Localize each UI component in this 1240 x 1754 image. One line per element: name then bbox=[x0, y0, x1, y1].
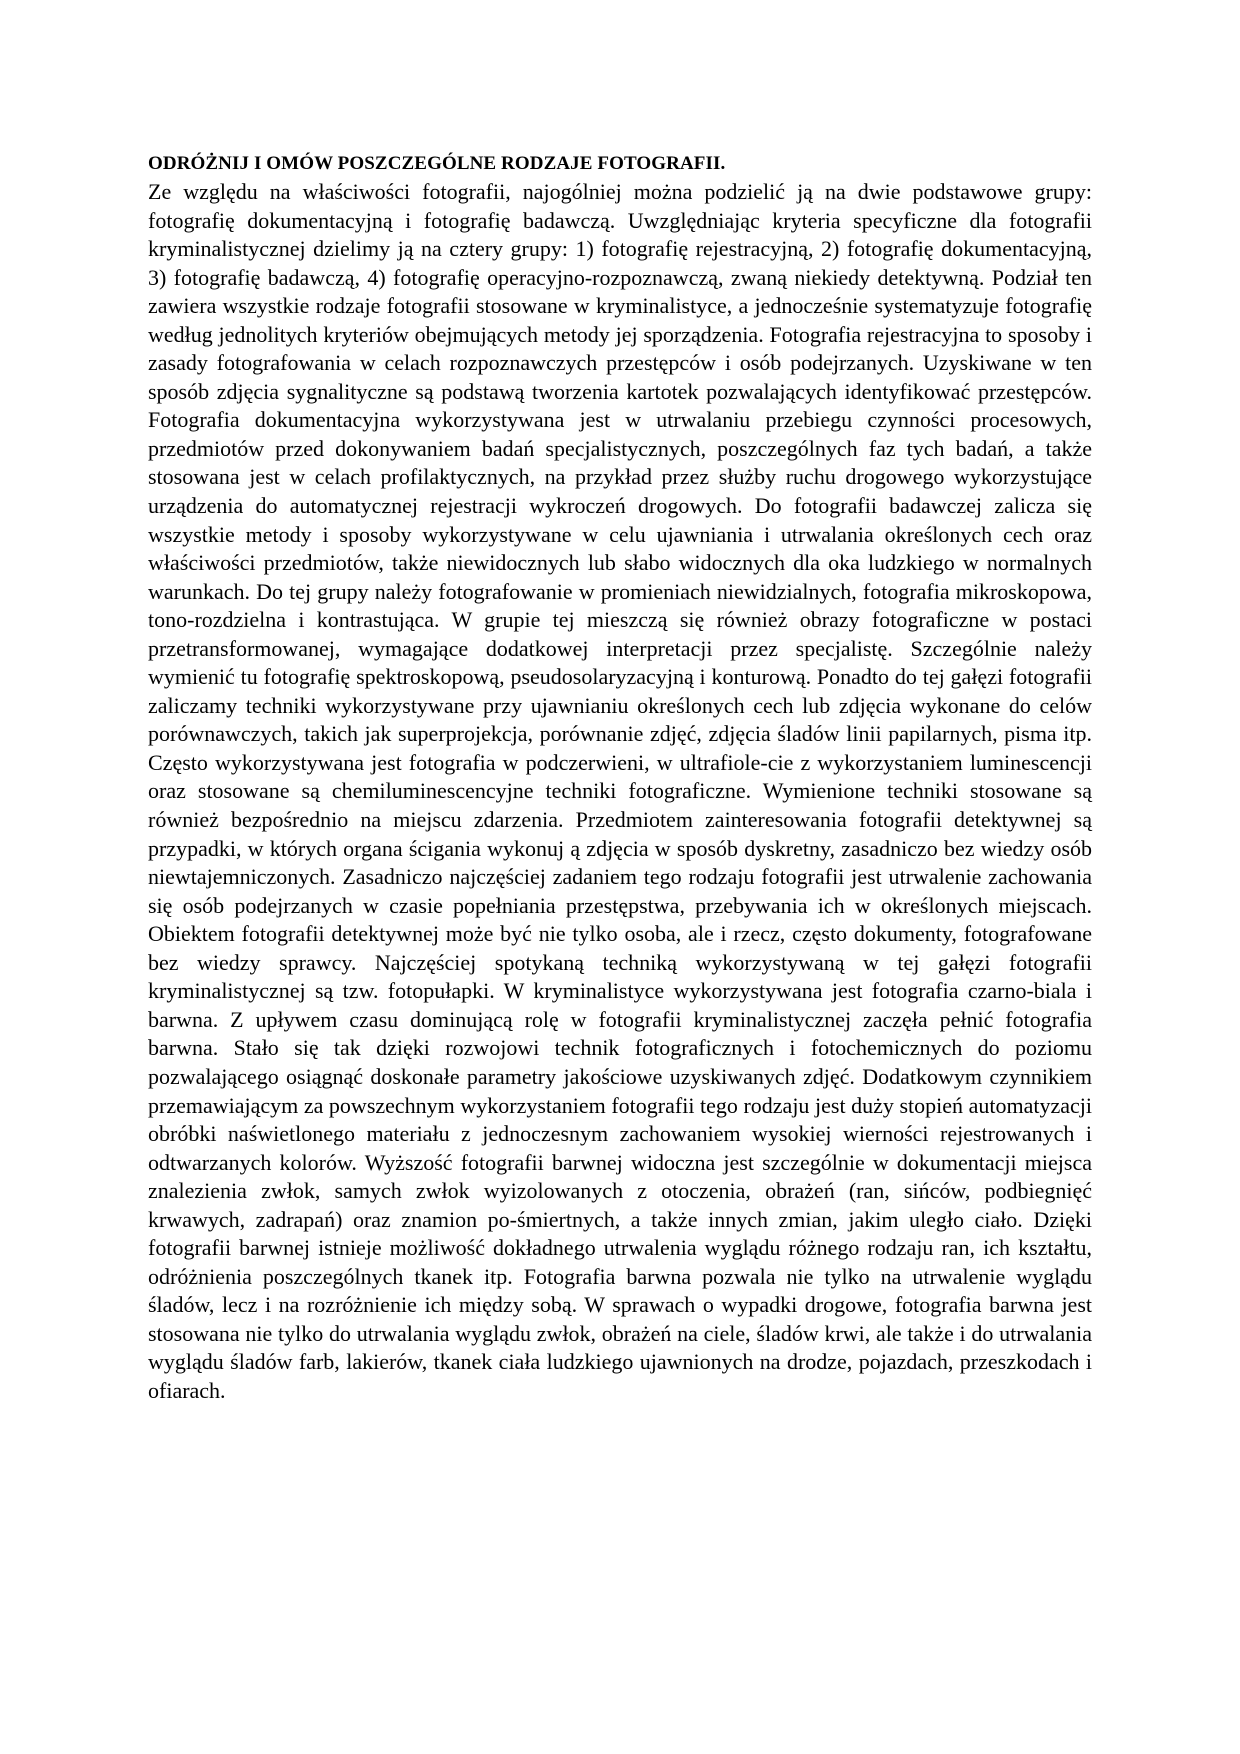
document-content bbox=[148, 150, 1092, 1406]
document-title: ODRÓŻNIJ I OMÓW POSZCZEGÓLNE RODZAJE FOTOGRAFII. bbox=[148, 153, 726, 174]
document-body-paragraph: Ze względu na właściwości fotografii, najogólniej można podzielić ją na dwie podstawowe grupy: fotografię dokumentacyjną i fotografię badawczą. Uwzględniając kryteria specyficzne dla fotografii kryminalistycznej dzielimy ją na cztery grupy: 1) fotografię rejestracyjną, 2) fotografię dokumentacyjną, 3) fotografię badawczą, 4) fotografię operacyjno-rozpoznawczą, zwaną niekiedy detektywną. Podział ten zawiera wszystkie rodzaje fotografii stosowane w kryminalistyce, a jednocześnie systematyzuje fotografię według jednolitych kryteriów obejmujących metody jej sporządzenia. Fotografia rejestracyjna to sposoby i zasady fotografowania w celach rozpoznawczych przestępców i osób podejrzanych. Uzyskiwane w ten sposób zdjęcia sygnalityczne są podstawą tworzenia kartotek pozwalających identyfikować przestępców. Fotografia dokumentacyjna wykorzystywana jest w utrwalaniu przebiegu czynności procesowych, przedmiotów przed dokonywaniem badań specjalistycznych, poszczególnych faz tych badań, a także stosowana jest w celach profilaktycznych, na przykład przez służby ruchu drogowego wykorzystujące urządzenia do automatycznej rejestracji wykroczeń drogowych. Do fotografii badawczej zalicza się wszystkie metody i sposoby wykorzystywane w celu ujawniania i utrwalania określonych cech oraz właściwości przedmiotów, także niewidocznych lub słabo widocznych dla oka ludzkiego w normalnych warunkach. Do tej grupy należy fotografowanie w promieniach niewidzialnych, fotografia mikroskopowa, tono-rozdzielna i kontrastująca. W grupie tej mieszczą się również obrazy fotograficzne w postaci przetransformowanej, wymagające dodatkowej interpretacji przez specjalistę. Szczególnie należy wymienić tu fotografię spektroskopową, pseudosolaryzacyjną i konturową. Ponadto do tej gałęzi fotografii zaliczamy techniki wykorzystywane przy ujawnianiu określonych cech lub zdjęcia wykonane do celów porównawczych, takich jak superprojekcja, porównanie zdjęć, zdjęcia śladów linii papilarnych, pisma itp. Często wykorzystywana jest fotografia w podczerwieni, w ultrafiole-cie z wykorzystaniem luminescencji oraz stosowane są chemiluminescencyjne techniki fotograficzne. Wymienione techniki stosowane są również bezpośrednio na miejscu zdarzenia. Przedmiotem zainteresowania fotografii detektywnej są przypadki, w których organa ścigania wykonuj ą zdjęcia w sposób dyskretny, zasadniczo bez wiedzy osób niewtajemniczonych. Zasadniczo najczęściej zadaniem tego rodzaju fotografii jest utrwalenie zachowania się osób podejrzanych w czasie popełniania przestępstwa, przebywania ich w określonych miejscach. Obiektem fotografii detektywnej może być nie tylko osoba, ale i rzecz, często dokumenty, fotografowane bez wiedzy sprawcy. Najczęściej spotykaną techniką wykorzystywaną w tej gałęzi fotografii kryminalistycznej są tzw. fotopułapki. W kryminalistyce wykorzystywana jest fotografia czarno-biala i barwna. Z upływem czasu dominującą rolę w fotografii kryminalistycznej zaczęła pełnić fotografia barwna. Stało się tak dzięki rozwojowi technik fotograficznych i fotochemicznych do poziomu pozwalającego osiągnąć doskonałe parametry jakościowe uzyskiwanych zdjęć. Dodatkowym czynnikiem przemawiającym za powszechnym wykorzystaniem fotografii tego rodzaju jest duży stopień automatyzacji obróbki naświetlonego materiału z jednoczesnym zachowaniem wysokiej wierności rejestrowanych i odtwarzanych kolorów. Wyższość fotografii barwnej widoczna jest szczególnie w dokumentacji miejsca znalezienia zwłok, samych zwłok wyizolowanych z otoczenia, obrażeń (ran, sińców, podbiegnięć krwawych, zadrapań) oraz znamion po-śmiertnych, a także innych zmian, jakim uległo ciało. Dzięki fotografii barwnej istnieje możliwość dokładnego utrwalenia wyglądu różnego rodzaju ran, ich kształtu, odróżnienia poszczególnych tkanek itp. Fotografia barwna pozwala nie tylko na utrwalenie wyglądu śladów, lecz i na rozróżnienie ich między sobą. W sprawach o wypadki drogowe, fotografia barwna jest stosowana nie tylko do utrwalania wyglądu zwłok, obrażeń na ciele, śladów krwi, ale także i do utrwalania wyglądu śladów farb, lakierów, tkanek ciała ludzkiego ujawnionych na drodze, pojazdach, przeszkodach i ofiarach. bbox=[148, 179, 1092, 1403]
